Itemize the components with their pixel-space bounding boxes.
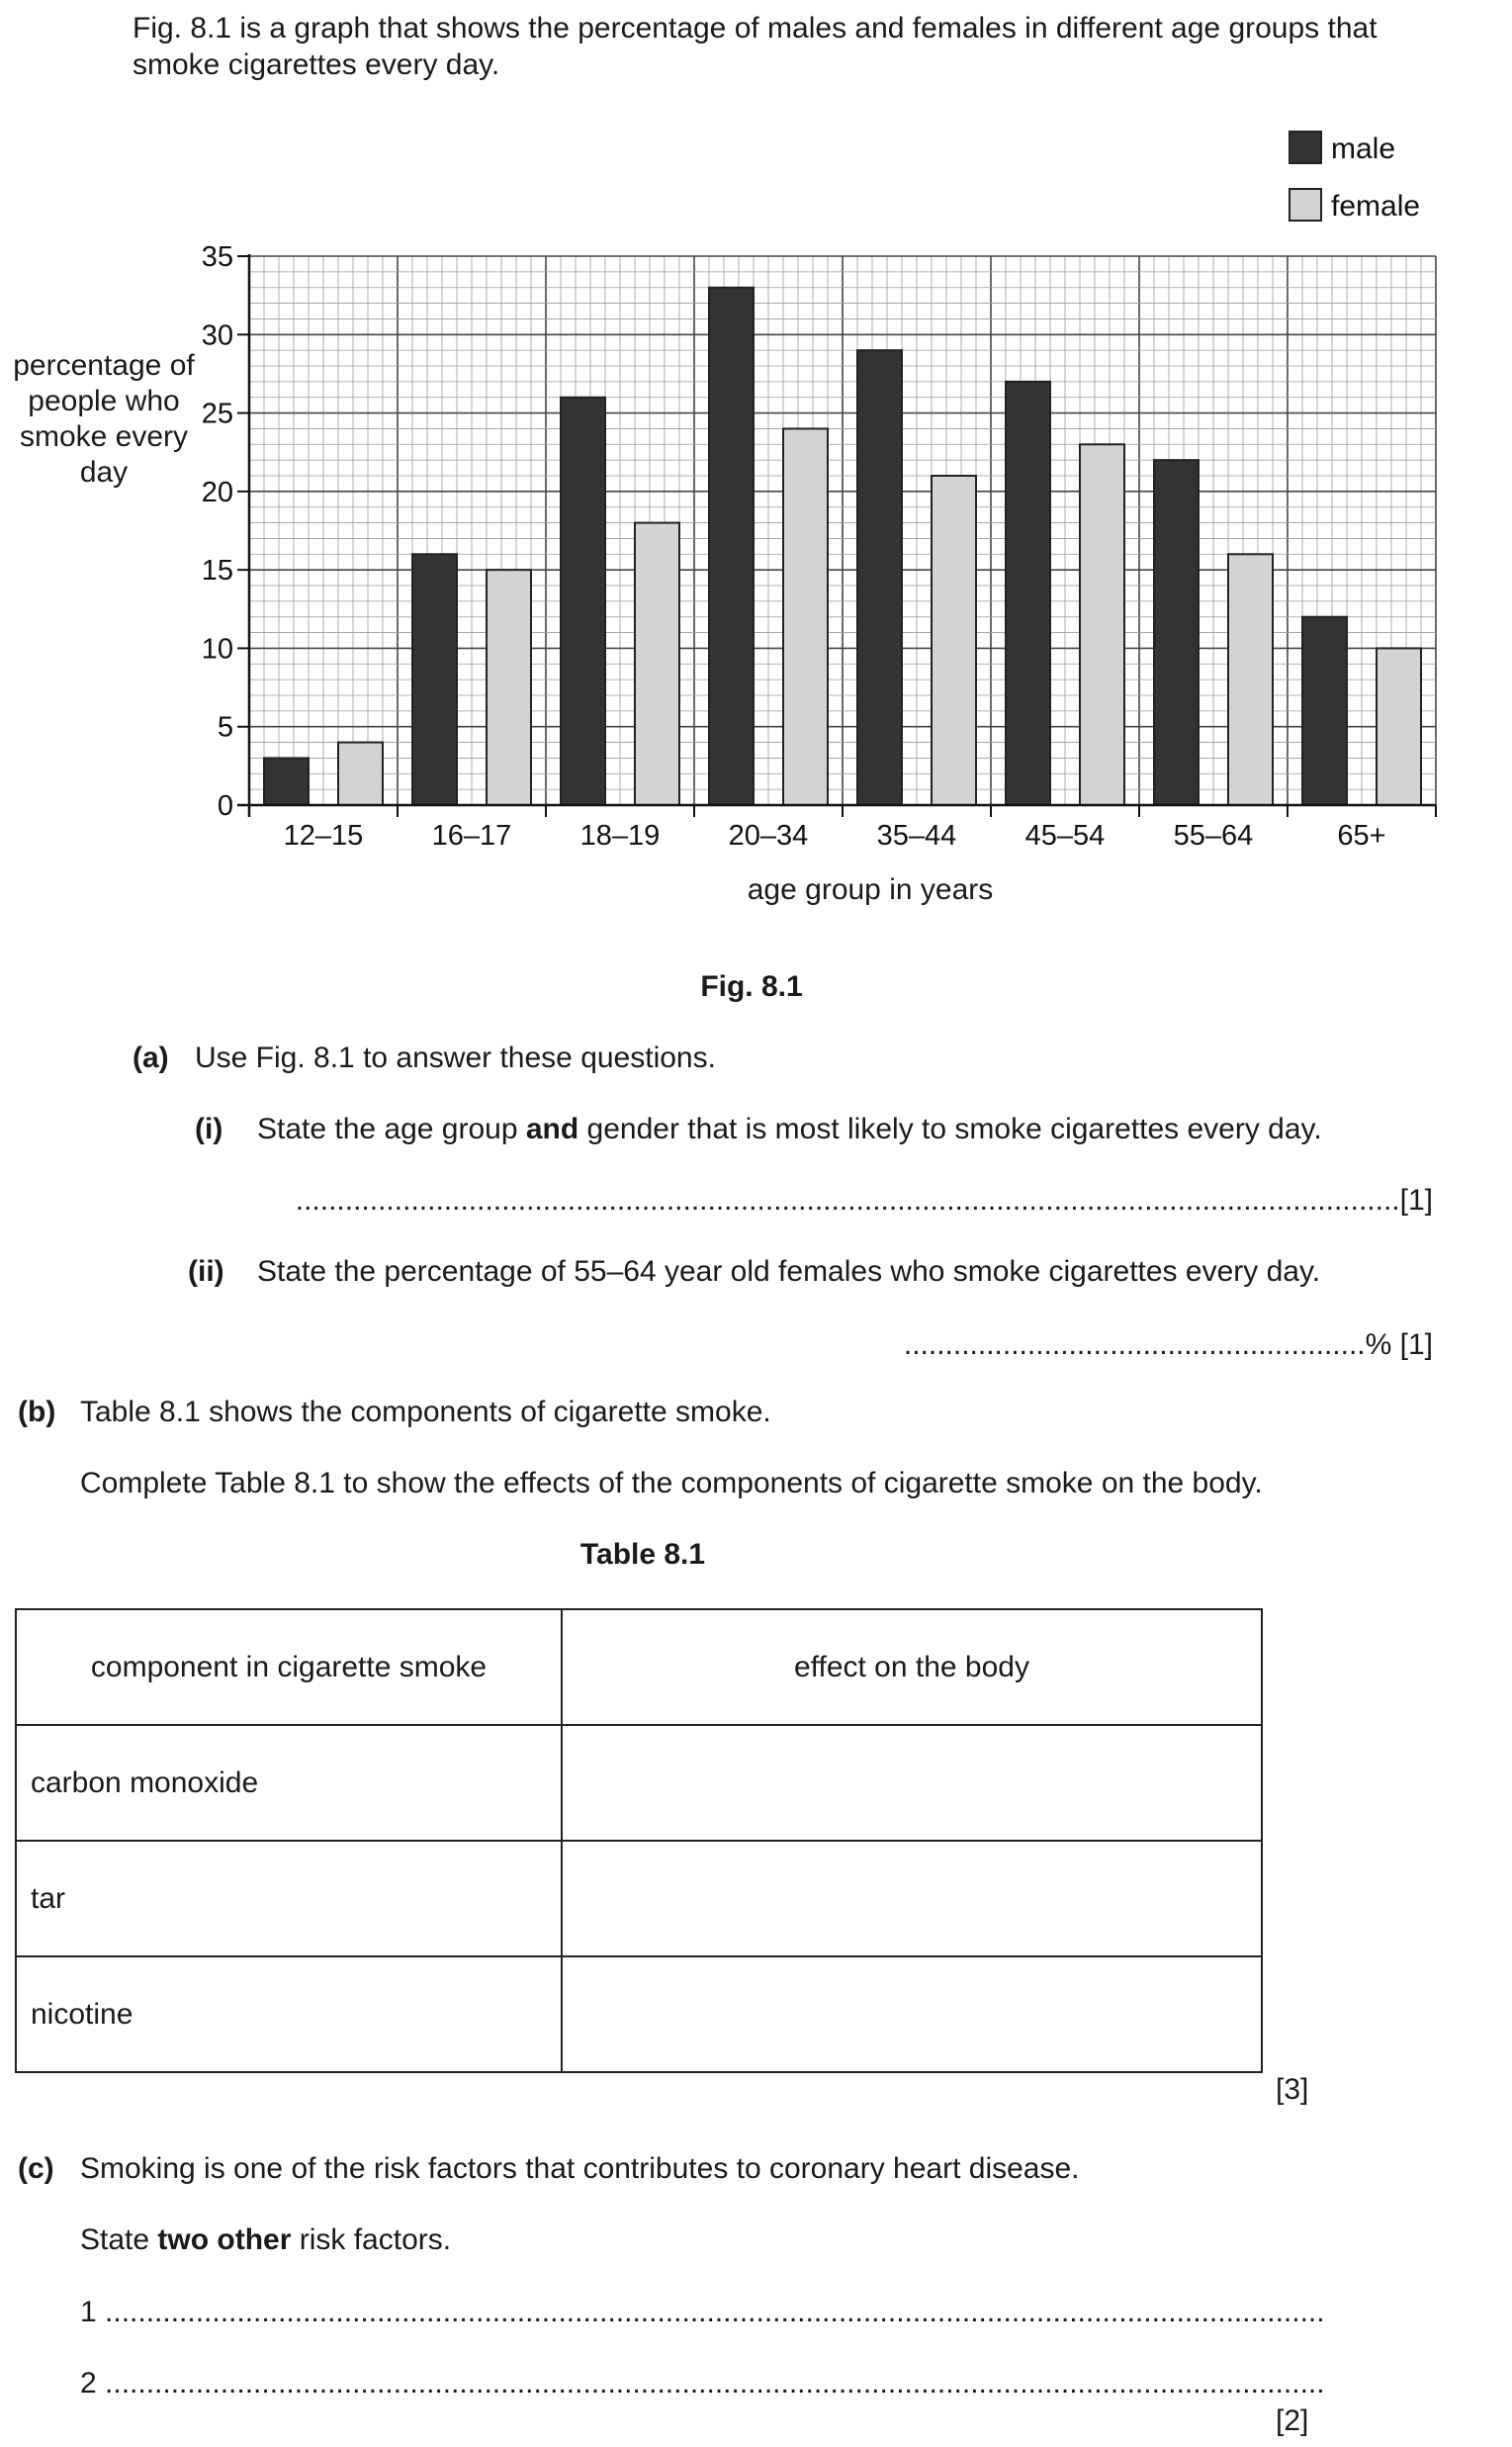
legend-swatch-male	[1290, 132, 1321, 163]
table-row	[16, 1841, 1262, 1956]
x-tick-label: 20–34	[728, 820, 809, 852]
chart-legend	[1290, 132, 1420, 223]
part-c-instruction-after: risk factors.	[291, 2223, 452, 2256]
table-row	[16, 1725, 1262, 1841]
part-b-text: Table 8.1 shows the components of cigarette smoke.	[80, 1396, 771, 1428]
bar-female-2	[635, 523, 679, 805]
legend-label-female: female	[1331, 190, 1421, 223]
bar-female-6	[1228, 554, 1273, 805]
part-a-i-text-bold: and	[525, 1113, 579, 1145]
table-row	[16, 1956, 1262, 2072]
bar-female-1	[487, 570, 531, 805]
y-tick-label: 35	[201, 241, 233, 273]
x-tick-label: 16–17	[431, 820, 512, 852]
intro-text: Fig. 8.1 is a graph that shows the percentage of males and females in different age groups that smoke cigarettes every day.	[133, 12, 1378, 81]
y-axis-label	[5, 348, 203, 491]
part-a-i-text-after: gender that is most likely to smoke cigarettes every day.	[578, 1113, 1322, 1145]
part-a-i-marks: [1]	[1399, 1184, 1433, 1217]
y-tick-label: 10	[201, 633, 233, 666]
part-c-line-1-dots[interactable]: ....................................................................................................................................................	[105, 2296, 1325, 2328]
part-c-line-2	[80, 2366, 1325, 2402]
part-a-ii-suffix: % [1]	[1365, 1328, 1433, 1361]
y-label-line-4: day	[79, 456, 129, 489]
part-c-instruction	[80, 2222, 451, 2258]
bar-male-1	[412, 554, 457, 805]
x-tick-label: 55–64	[1173, 820, 1254, 852]
part-b-label: (b)	[18, 1396, 56, 1428]
part-c-line-2-num: 2	[80, 2367, 97, 2400]
part-a-ii-answer	[904, 1327, 1433, 1363]
part-c-text: Smoking is one of the risk factors that contributes to coronary heart disease.	[80, 2152, 1080, 2185]
bar-female-0	[338, 743, 383, 805]
table-cell-effect[interactable]	[562, 1956, 1262, 2072]
legend-swatch-female	[1290, 189, 1321, 221]
figure-caption: Fig. 8.1	[700, 970, 803, 1003]
part-c-instruction-before: State	[80, 2223, 158, 2256]
part-b-marks: [3]	[1276, 2073, 1309, 2106]
table-header-effect: effect on the body	[562, 1609, 1262, 1725]
y-label-line-3: smoke every	[19, 420, 189, 453]
table-cell-effect[interactable]	[562, 1841, 1262, 1956]
bar-male-0	[264, 758, 309, 805]
table-cell-component: nicotine	[16, 1956, 562, 2072]
bar-female-7	[1377, 648, 1421, 805]
part-a-ii-text: State the percentage of 55–64 year old females who smoke cigarettes every day.	[257, 1255, 1321, 1288]
y-label-line-1: percentage of	[13, 349, 195, 382]
x-axis-label: age group in years	[747, 873, 994, 906]
part-c-instruction-bold: two other	[157, 2223, 292, 2256]
part-a-ii-answer-line[interactable]: ........................................................	[903, 1328, 1366, 1361]
part-c-marks: [2]	[1276, 2404, 1309, 2437]
table-cell-component: carbon monoxide	[16, 1725, 562, 1841]
table-header-component: component in cigarette smoke	[16, 1609, 562, 1725]
x-tick-label: 65+	[1337, 820, 1386, 852]
part-a-i-text-before: State the age group	[257, 1113, 526, 1145]
part-a-i-label: (i)	[195, 1113, 223, 1145]
x-tick-label: 12–15	[283, 820, 364, 852]
table-header-row	[16, 1609, 1262, 1725]
bar-male-5	[1006, 382, 1050, 805]
bar-chart	[0, 0, 1512, 989]
legend-label-male: male	[1331, 133, 1396, 165]
bar-male-3	[709, 288, 754, 805]
bar-female-3	[783, 428, 828, 805]
bar-male-6	[1154, 460, 1199, 805]
x-tick-label: 45–54	[1024, 820, 1106, 852]
part-a-label: (a)	[133, 1042, 169, 1074]
table-cell-component: tar	[16, 1841, 562, 1956]
x-tick-label: 18–19	[579, 820, 661, 852]
table-cell-effect[interactable]	[562, 1725, 1262, 1841]
components-table	[15, 1608, 1263, 2073]
part-c-line-2-dots[interactable]: ....................................................................................................................................................	[105, 2367, 1325, 2400]
y-label-line-2: people who	[28, 385, 180, 417]
bar-female-5	[1080, 444, 1124, 805]
part-a-ii-label: (ii)	[188, 1255, 224, 1288]
x-tick-label: 35–44	[876, 820, 957, 852]
part-a-i-question	[257, 1112, 1322, 1147]
table-title: Table 8.1	[579, 1538, 706, 1571]
y-tick-label: 15	[201, 555, 233, 588]
part-b-instruction: Complete Table 8.1 to show the effects of the components of cigarette smoke on the body.	[80, 1467, 1263, 1499]
bar-female-4	[932, 476, 976, 805]
bar-male-4	[857, 350, 902, 805]
bar-male-7	[1302, 617, 1347, 805]
part-a-i-answer	[296, 1183, 1433, 1219]
y-tick-label: 30	[201, 319, 233, 352]
y-tick-label: 25	[201, 398, 233, 430]
y-tick-label: 20	[201, 476, 233, 508]
part-a-text: Use Fig. 8.1 to answer these questions.	[195, 1042, 716, 1074]
bar-male-2	[561, 398, 605, 805]
part-c-line-1-num: 1	[80, 2296, 97, 2328]
part-c-label: (c)	[18, 2152, 54, 2185]
y-tick-label: 0	[217, 790, 233, 822]
part-c-line-1	[80, 2295, 1325, 2330]
part-a-i-answer-line[interactable]: ......................................................................................................................................	[295, 1184, 1400, 1217]
y-tick-label: 5	[217, 711, 233, 744]
